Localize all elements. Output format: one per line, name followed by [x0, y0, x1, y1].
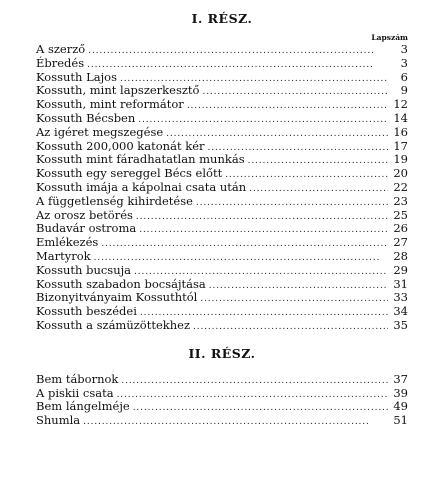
toc-entry-title: Kossuth a számüzöttekhez: [36, 317, 191, 332]
toc-entry-title: Budavár ostroma: [36, 221, 137, 236]
toc-entry-title: Kossuth 200,000 katonát kér: [36, 138, 205, 153]
toc-entry-page-number: 35: [393, 317, 408, 332]
dot-leader: [196, 197, 388, 211]
toc-entry: [36, 373, 408, 387]
toc-entry-page-number: 39: [393, 385, 408, 400]
toc-entry-page-number: 23: [393, 193, 408, 208]
part-1-entry-list: [36, 43, 408, 333]
toc-entry: [36, 43, 408, 57]
toc-entry-page-number: 6: [400, 69, 408, 84]
dot-leader: [83, 416, 388, 430]
part-2-entry-list: [36, 373, 408, 428]
dot-leader: [87, 59, 388, 73]
toc-entry: [36, 98, 408, 112]
dot-leader: [202, 86, 388, 100]
toc-entry-title: A szerző: [36, 42, 86, 56]
dot-leader: [248, 155, 388, 169]
dot-leader: [133, 402, 388, 416]
toc-entry-page-number: 51: [393, 413, 408, 428]
part-2-heading: II. RÉSZ.: [188, 345, 256, 361]
toc-entry: [36, 236, 408, 250]
dot-leader: [200, 293, 388, 307]
toc-entry: [36, 209, 408, 223]
toc-entry-title: Bizonyitványaim Kossuthtól: [36, 290, 198, 305]
toc-entry: [36, 319, 408, 333]
dot-leader: [187, 100, 388, 114]
toc-entry-page-number: 17: [393, 138, 408, 153]
dot-leader: [121, 375, 388, 389]
table-of-contents: [36, 10, 408, 428]
toc-entry: [36, 167, 408, 181]
dot-leader: [138, 114, 388, 128]
dot-leader: [139, 224, 388, 238]
toc-entry: [36, 250, 408, 264]
toc-entry: [36, 278, 408, 292]
page-number-column-label: Lapszám: [371, 33, 408, 42]
toc-entry: [36, 195, 408, 209]
toc-entry: [36, 181, 408, 195]
toc-entry: [36, 264, 408, 278]
toc-entry: [36, 71, 408, 85]
toc-entry-title: Kossuth bucsuja: [36, 262, 132, 277]
toc-entry-title: Ébredés: [36, 55, 85, 70]
dot-leader: [225, 169, 388, 183]
toc-entry: [36, 57, 408, 71]
toc-entry-title: Az orosz betörés: [36, 207, 133, 222]
toc-entry-title: Kossuth szabadon bocsájtása: [36, 276, 206, 291]
toc-entry: [36, 222, 408, 236]
toc-entry-page-number: 34: [393, 304, 408, 319]
toc-entry-page-number: 25: [393, 207, 408, 222]
toc-entry-page-number: 12: [393, 97, 408, 112]
toc-entry-title: Az igéret megszegése: [36, 124, 164, 139]
dot-leader: [88, 45, 388, 59]
toc-entry: [36, 291, 408, 305]
dot-leader: [209, 280, 388, 294]
dot-leader: [101, 238, 388, 252]
toc-entry: [36, 414, 408, 428]
toc-entry-page-number: 49: [393, 399, 408, 414]
toc-entry-page-number: 3: [400, 42, 408, 56]
toc-entry: [36, 126, 408, 140]
toc-entry-page-number: 27: [393, 235, 408, 250]
toc-entry: [36, 140, 408, 154]
toc-entry-page-number: 31: [393, 276, 408, 291]
toc-entry-page-number: 14: [393, 110, 408, 125]
toc-entry: [36, 400, 408, 414]
toc-entry-title: Emlékezés: [36, 235, 99, 250]
toc-entry-page-number: 16: [393, 124, 408, 139]
toc-entry-title: Kossuth, mint reformátor: [36, 97, 184, 112]
toc-entry-page-number: 28: [393, 248, 408, 263]
toc-entry-page-number: 33: [393, 290, 408, 305]
toc-entry-page-number: 37: [393, 371, 408, 386]
toc-entry-page-number: 26: [393, 221, 408, 236]
toc-entry-title: Bem tábornok: [36, 371, 119, 386]
toc-entry: [36, 387, 408, 401]
dot-leader: [193, 321, 388, 335]
toc-entry-page-number: 29: [393, 262, 408, 277]
toc-entry: [36, 305, 408, 319]
part-1-heading: I. RÉSZ.: [191, 11, 253, 26]
toc-entry-title: Shumla: [36, 413, 81, 428]
toc-entry: [36, 112, 408, 126]
part-2-section: [36, 345, 408, 428]
toc-entry-page-number: 9: [400, 83, 408, 98]
toc-entry-page-number: 20: [393, 166, 408, 181]
toc-entry-page-number: 3: [400, 55, 408, 70]
toc-entry: [36, 84, 408, 98]
dot-leader: [117, 389, 388, 403]
toc-entry-title: Martyrok: [36, 248, 91, 263]
dot-leader: [94, 252, 388, 266]
toc-entry-title: Kossuth, mint lapszerkesztő: [36, 83, 200, 98]
toc-entry-page-number: 22: [393, 179, 408, 194]
toc-entry-title: A függetlenség kihirdetése: [36, 193, 193, 208]
toc-entry-title: Kossuth imája a kápolnai csata után: [36, 179, 247, 194]
toc-entry-title: Kossuth mint fáradhatatlan munkás: [36, 152, 245, 167]
toc-entry-title: Kossuth beszédei: [36, 304, 137, 319]
toc-entry-title: Kossuth Lajos: [36, 69, 117, 84]
toc-entry: [36, 153, 408, 167]
toc-entry-title: Bem lángelméje: [36, 399, 130, 414]
toc-entry-page-number: 19: [393, 152, 408, 167]
dot-leader: [136, 211, 388, 225]
dot-leader: [249, 183, 388, 197]
toc-entry-title: Kossuth egy sereggel Bécs előtt: [36, 166, 223, 181]
toc-entry-title: Kossuth Bécsben: [36, 110, 136, 125]
toc-entry-title: A piskii csata: [36, 385, 114, 400]
